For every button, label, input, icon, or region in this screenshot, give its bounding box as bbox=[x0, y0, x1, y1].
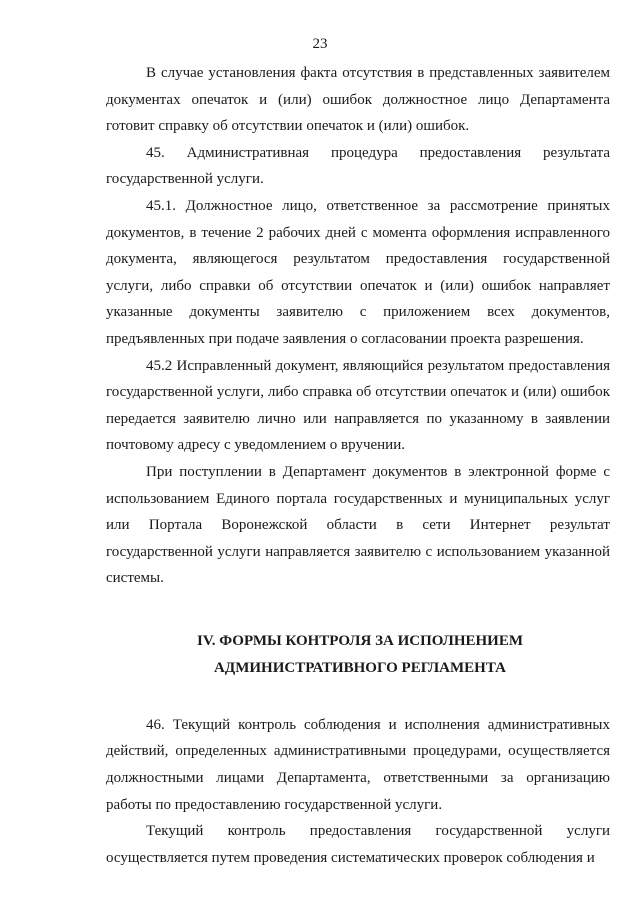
paragraph-45: 45. Административная процедура предоставления результата государственной услуги. bbox=[106, 144, 610, 188]
section-heading-line-1: IV. ФОРМЫ КОНТРОЛЯ ЗА ИСПОЛНЕНИЕМ bbox=[196, 632, 523, 649]
section-heading-line-2: АДМИНИСТРАТИВНОГО РЕГЛАМЕНТА bbox=[214, 659, 506, 676]
paragraph-45-1: 45.1. Должностное лицо, ответственное за рассмотрение принятых документов, в течение 2 рабочих дней с момента оформления исправленного документа, являющегося результатом предоставления государственной услуги, либо справки об отсутствии опечаток и (или) ошибок направляет указанные документы заявителю с приложением всех документов, предъявленных при подаче заявления о согласовании проекта разрешения. bbox=[106, 197, 610, 347]
paragraph-46: 46. Текущий контроль соблюдения и исполнения административных действий, определенных административными процедурами, осуществляется должностными лицами Департамента, ответственными за организацию работы по предоставлению государственной услуги. bbox=[106, 716, 610, 813]
page-number: 23 bbox=[312, 36, 328, 52]
section-heading bbox=[106, 628, 610, 682]
document-body bbox=[106, 60, 610, 871]
paragraph-current-control: Текущий контроль предоставления государственной услуги осуществляется путем проведения систематических проверок соблюдения и bbox=[106, 823, 610, 866]
paragraph-electronic-submission: При поступлении в Департамент документов в электронной форме с использованием Единого портала государственных и муниципальных услуг или Портала Воронежской области в сети Интернет результат государственной услуги направляется заявителю с использованием указанной системы. bbox=[106, 463, 610, 587]
paragraph-typo-check: В случае установления факта отсутствия в представленных заявителем документах опечаток и (или) ошибок должностное лицо Департамента готовит справку об отсутствии опечаток и (или) ошибок. bbox=[106, 65, 610, 135]
paragraph-45-2: 45.2 Исправленный документ, являющийся результатом предоставления государственной услуги, либо справка об отсутствии опечаток и (или) ошибок передается заявителю лично или направляется по указанному в заявлении почтовому адресу с уведомлением о вручении. bbox=[106, 357, 610, 454]
